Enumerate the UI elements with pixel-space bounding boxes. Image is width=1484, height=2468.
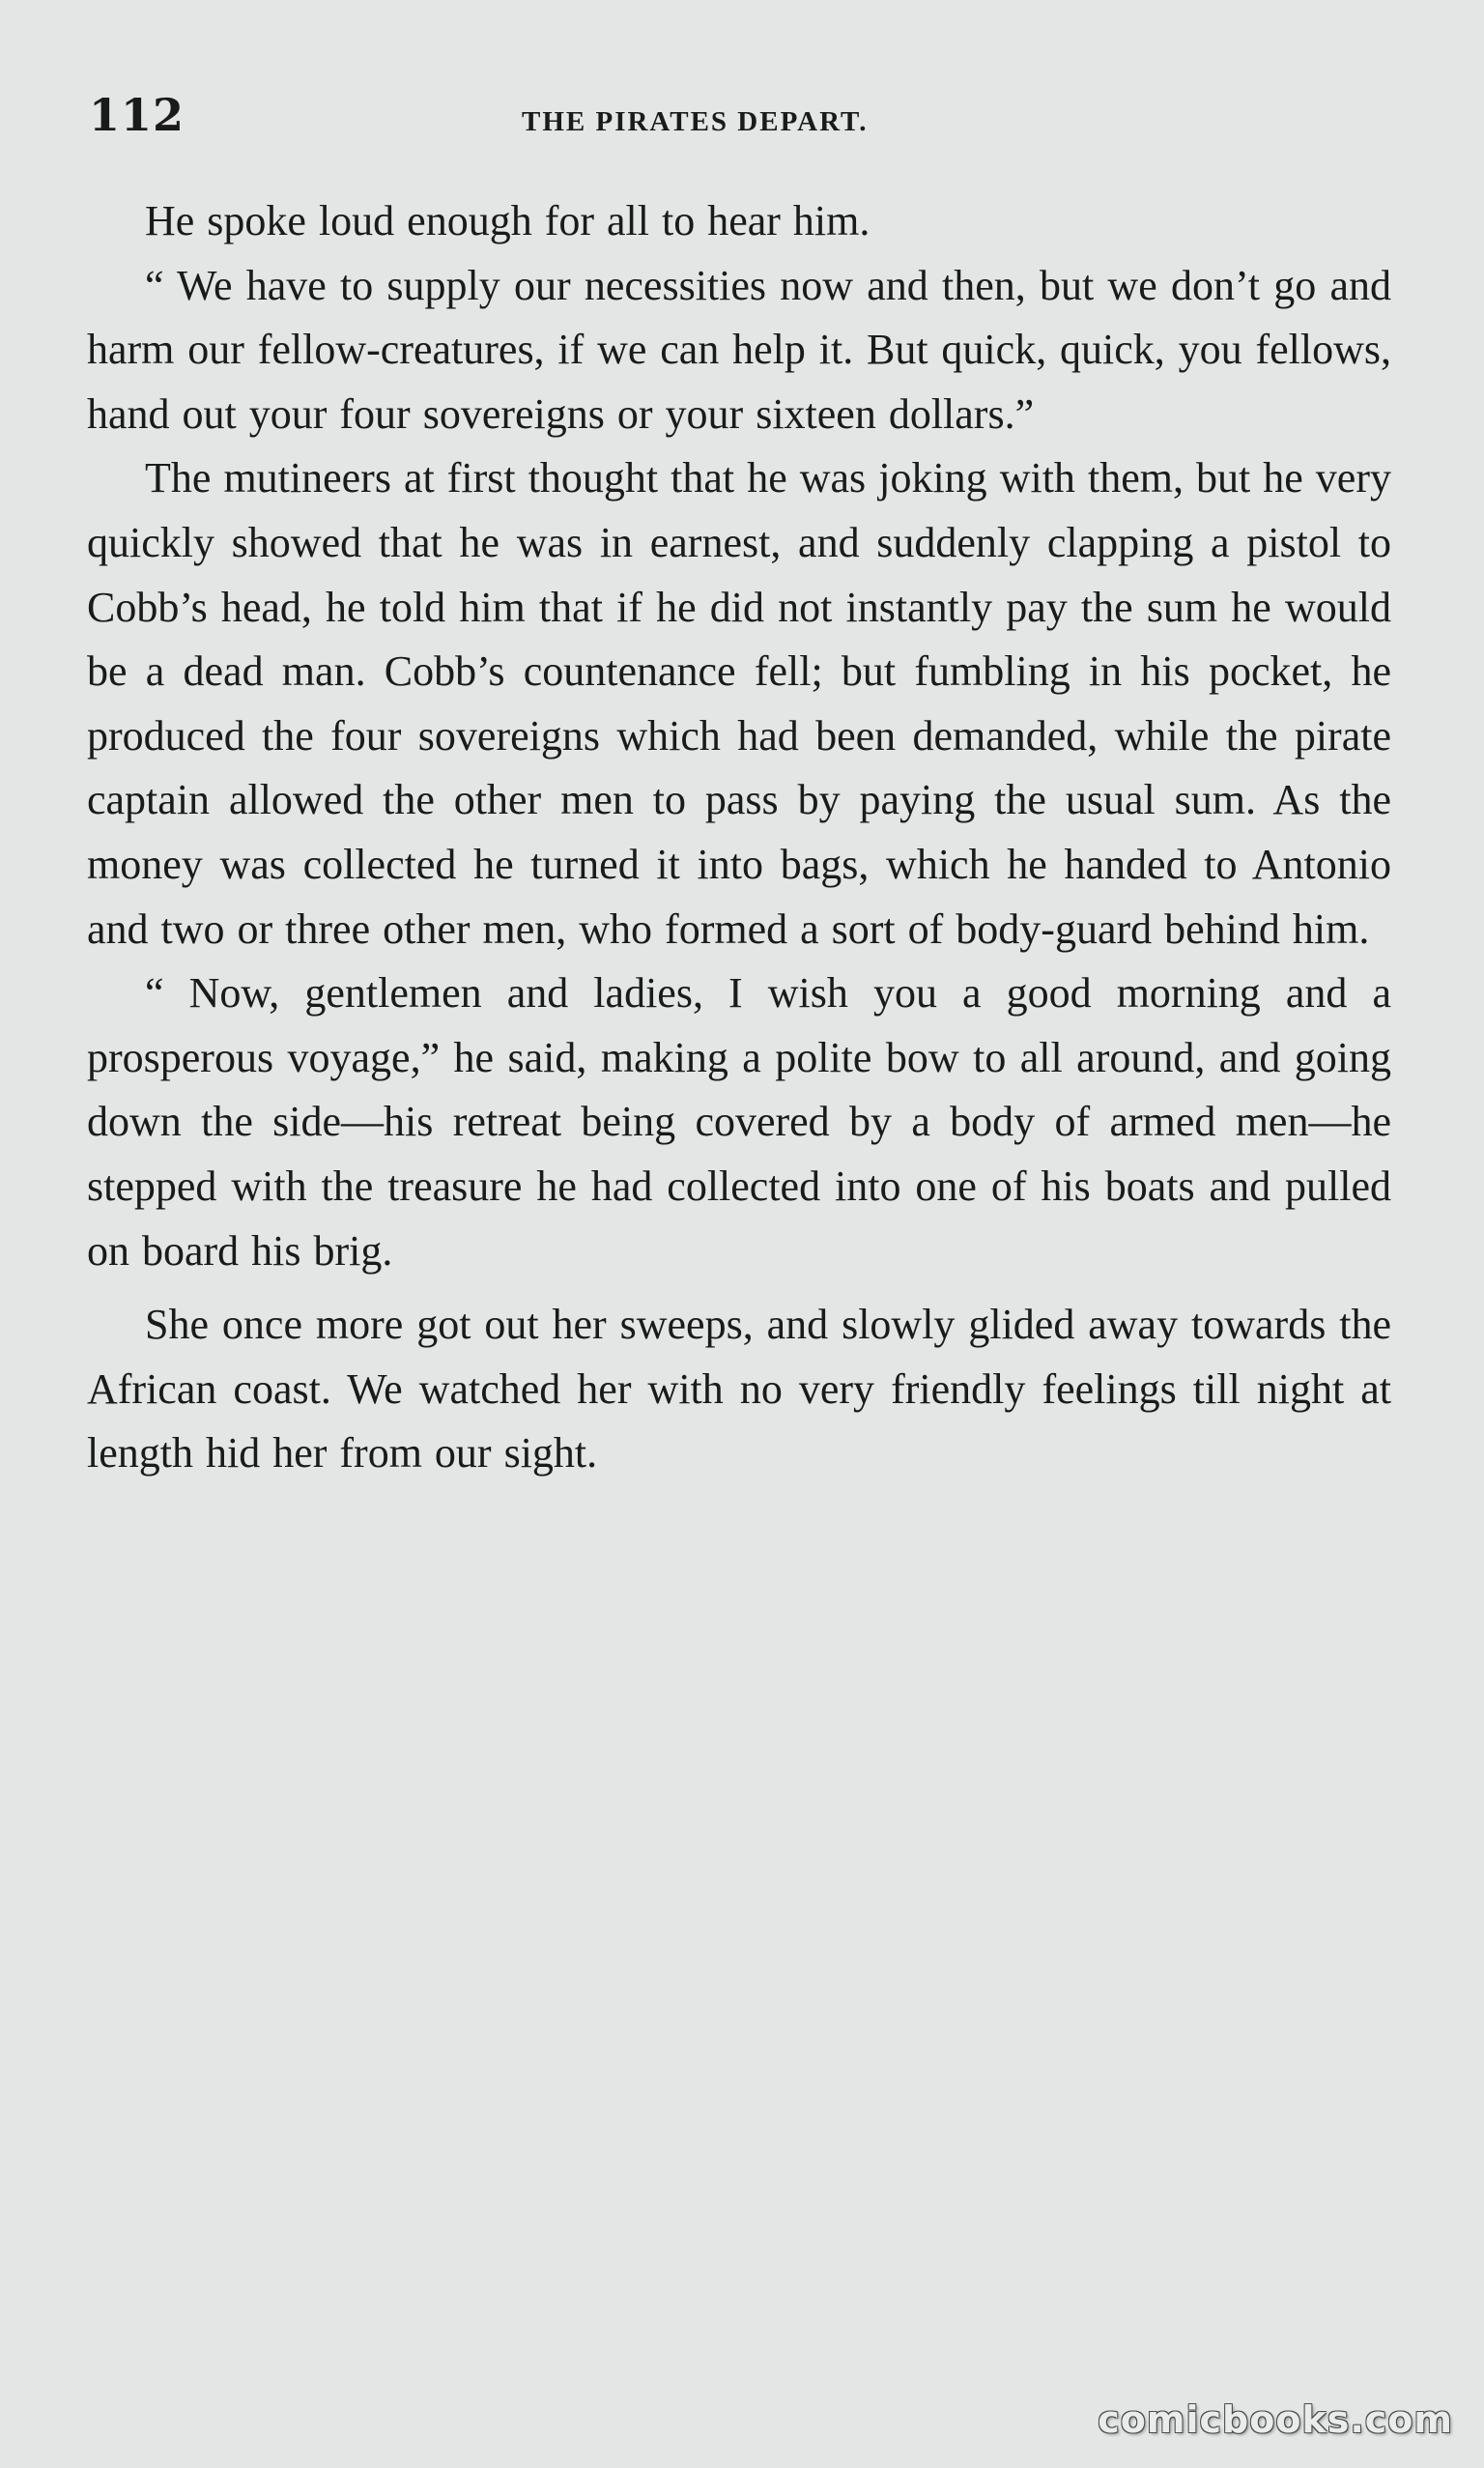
paragraph: The mutineers at first thought that he was joking with them, but he very quickly showed that he was in earnest, and suddenly clapping a pistol to Cobb’s head, he told him that if he did not instantly pay the sum he would be a dead man. Cobb’s countenance fell; but fumbling in his pocket, he produced the four sovereigns which had been demanded, while the pirate captain allowed the other men to pass by paying the usual sum. As the money was collected he turned it into bags, which he handed to Antonio and two or three other men, who formed a sort of body-guard behind him. xyxy=(87,454,1391,953)
page-number: 112 xyxy=(89,89,186,141)
paragraph: She once more got out her sweeps, and slowly glided away towards the African coast. We watched her with no very friendly feelings till night at length hid her from our sight. xyxy=(87,1301,1391,1478)
paragraph: “ Now, gentlemen and ladies, I wish you a good morning and a prosperous voyage,” he said, making a polite bow to all around, and going down the side—his retreat being covered by a body of armed men—he stepped with the treasure he had collected into one of his boats and pulled on board his brig. xyxy=(87,969,1391,1275)
body-text xyxy=(87,189,1391,1486)
running-head: THE PIRATES DEPART. xyxy=(522,106,869,137)
paragraph: He spoke loud enough for all to hear him. xyxy=(145,197,870,244)
paragraph: “ We have to supply our necessities now and then, but we don’t go and harm our fellow-creatures, if we can help it. But quick, quick, you fellows, hand out your four sovereigns or your sixteen dollars.” xyxy=(87,261,1391,438)
watermark-logo: comicbooks.com xyxy=(1098,2398,1453,2441)
